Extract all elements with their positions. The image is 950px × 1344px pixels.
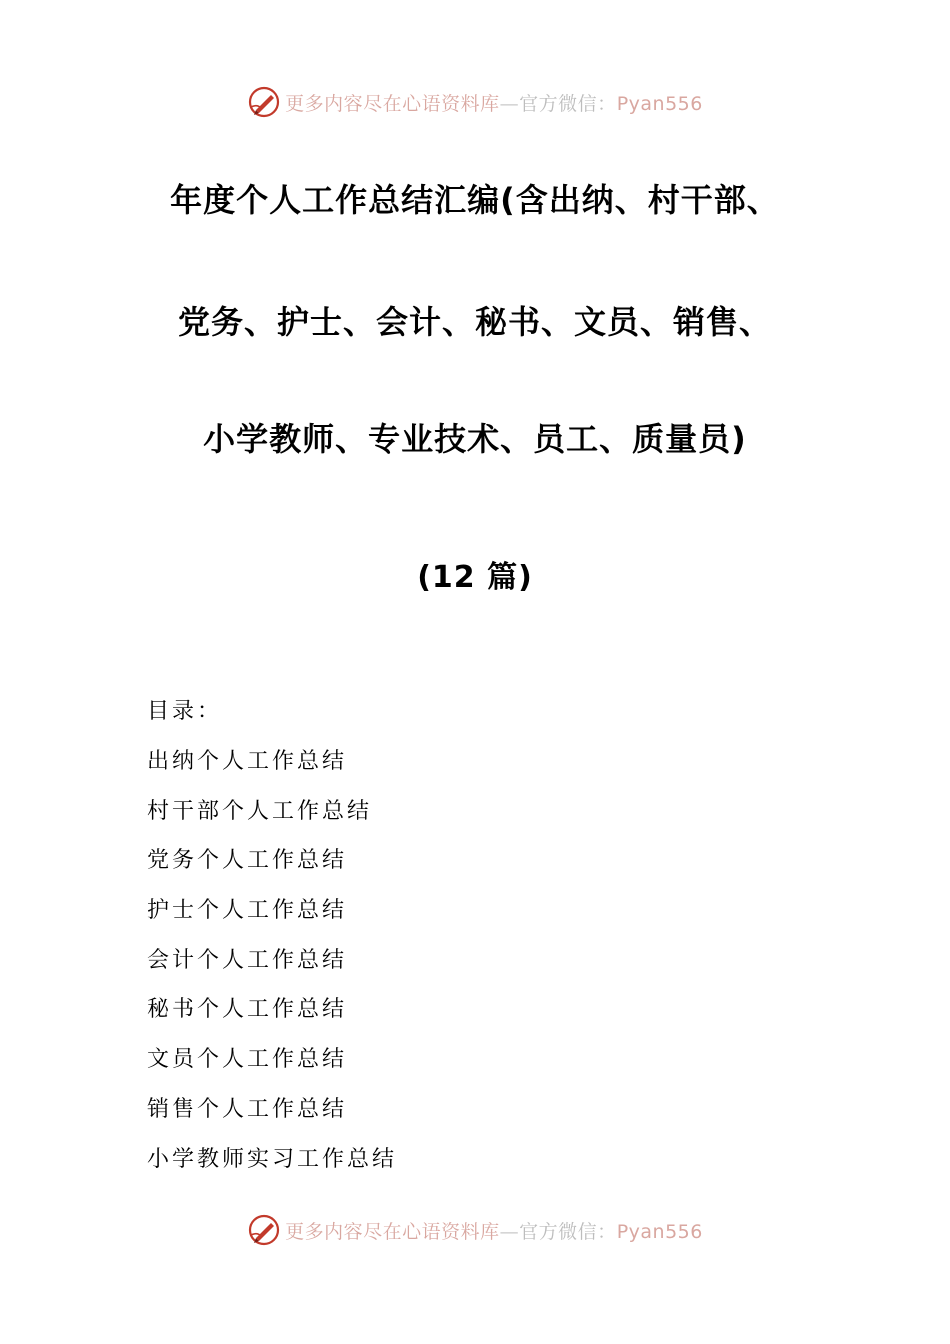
footer-watermark — [0, 1210, 950, 1250]
toc-item-accountant: 会计个人工作总结 — [147, 947, 348, 973]
pen-logo-icon — [247, 1213, 281, 1247]
watermark-text: 更多内容尽在心语资料库—官方微信：Pyan556 — [285, 1220, 703, 1243]
document-title-count: (12 篇) — [417, 560, 533, 595]
toc-item-secretary: 秘书个人工作总结 — [147, 997, 348, 1023]
watermark-text: 更多内容尽在心语资料库—官方微信：Pyan556 — [285, 92, 703, 115]
pen-logo-icon — [247, 85, 281, 119]
toc-item-teacher-intern: 小学教师实习工作总结 — [147, 1146, 398, 1172]
header-watermark — [0, 82, 950, 122]
toc-item-sales: 销售个人工作总结 — [147, 1096, 348, 1122]
toc-item-party-affairs: 党务个人工作总结 — [147, 848, 348, 874]
toc-label: 目录： — [147, 699, 223, 724]
toc-item-nurse: 护士个人工作总结 — [147, 898, 348, 924]
document-title-line-2: 党务、护士、会计、秘书、文员、销售、 — [177, 303, 772, 341]
toc-list — [147, 744, 397, 1191]
toc-item-cashier: 出纳个人工作总结 — [147, 749, 348, 774]
toc-item-village-cadre: 村干部个人工作总结 — [147, 798, 373, 824]
document-title-line-1: 年度个人工作总结汇编(含出纳、村干部、 — [170, 181, 780, 219]
document-title-line-3: 小学教师、专业技术、员工、质量员) — [203, 420, 747, 458]
toc-item-clerk: 文员个人工作总结 — [147, 1047, 348, 1073]
